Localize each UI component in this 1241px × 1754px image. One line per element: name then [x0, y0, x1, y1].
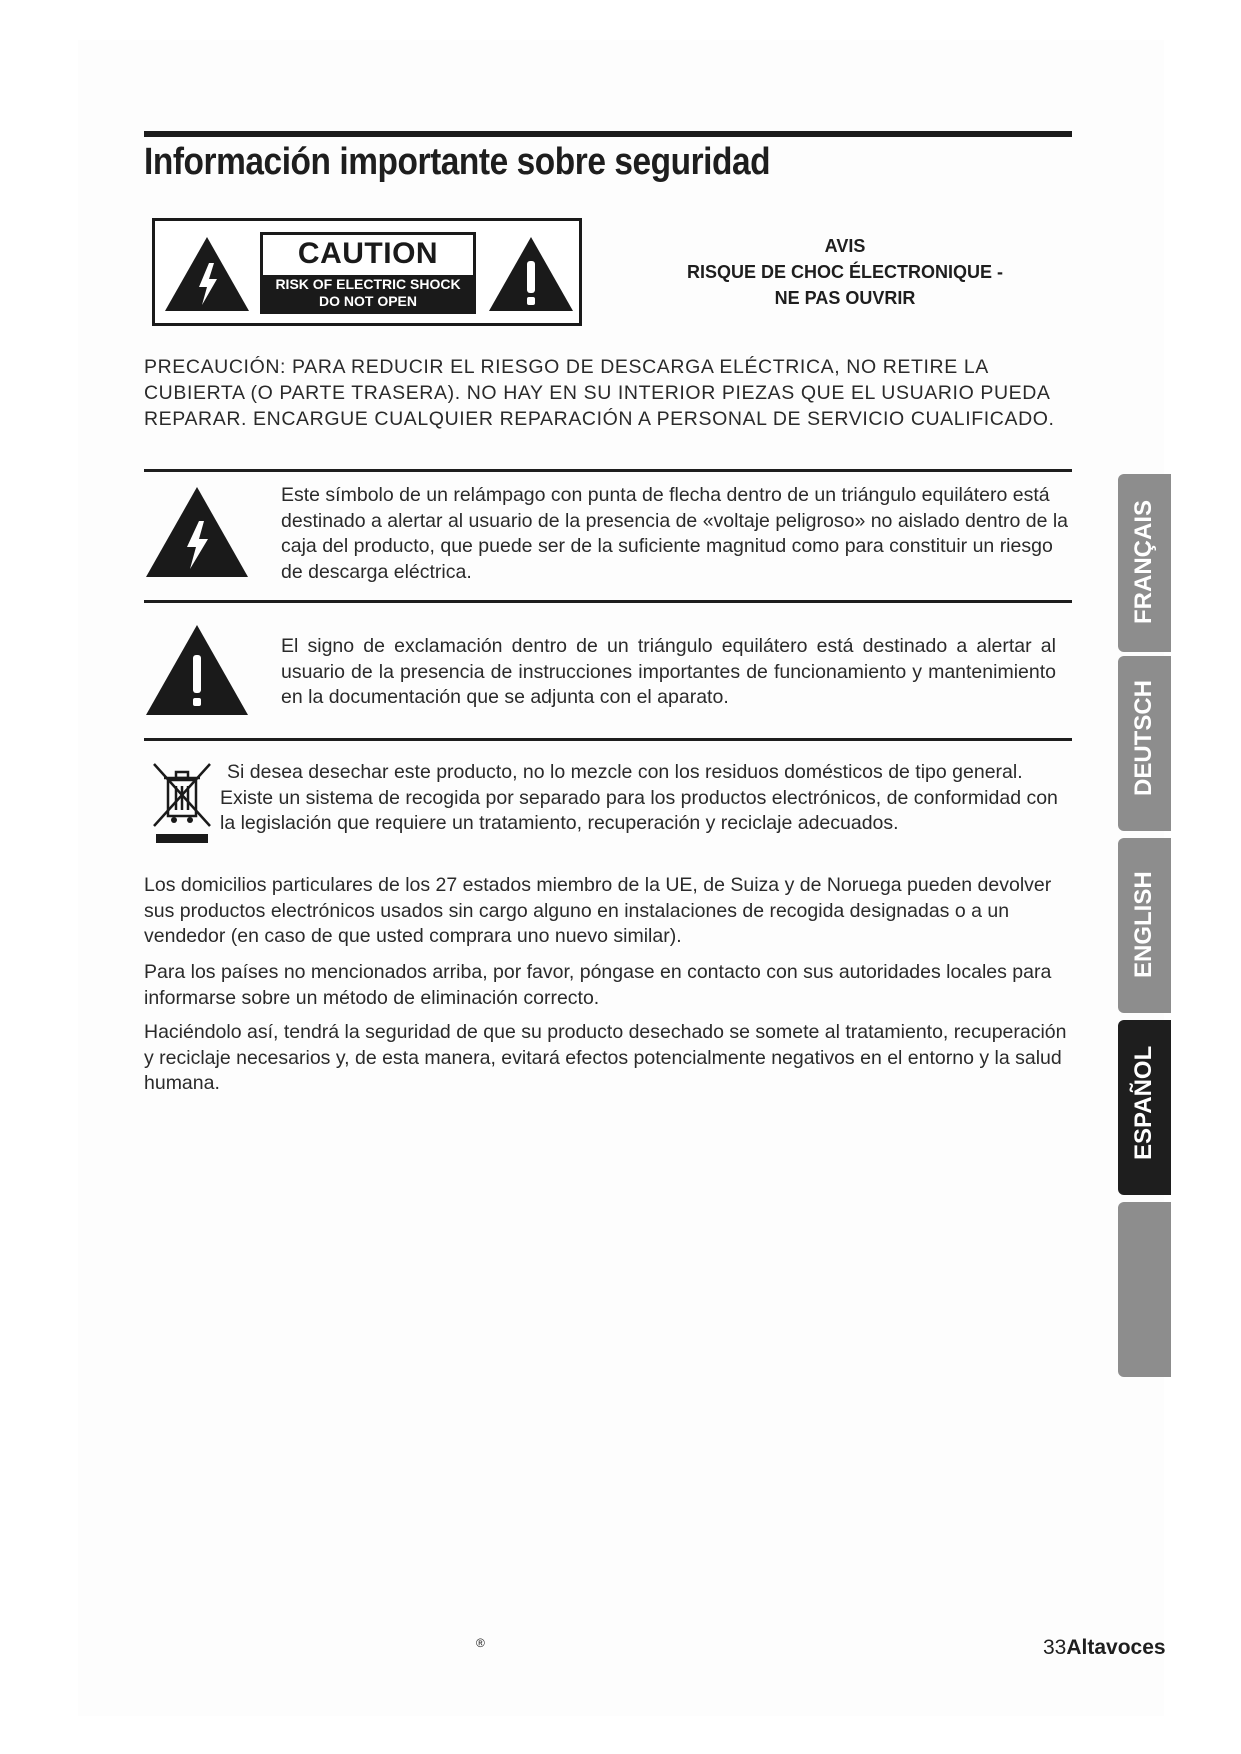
exclamation-symbol-icon [144, 623, 250, 717]
tab-english[interactable] [1118, 838, 1171, 1013]
exclamation-triangle-icon [487, 235, 575, 313]
page-number: 33 [1043, 1636, 1067, 1659]
tab-espanol-label: ESPAÑOL [1130, 1045, 1157, 1160]
tab-francais-label: FRANÇAIS [1130, 500, 1157, 624]
avis-line-3: NE PAS OUVRIR [774, 288, 916, 308]
tab-espanol[interactable] [1118, 1020, 1171, 1195]
tab-francais[interactable] [1118, 474, 1171, 652]
caution-line-2: DO NOT OPEN [318, 293, 417, 309]
tab-deutsch[interactable] [1118, 656, 1171, 831]
registered-mark: ® [476, 1636, 485, 1650]
page-footer [1043, 1636, 1166, 1660]
lightning-description: Este símbolo de un relámpago con punta de flecha dentro de un triángulo equilátero está destinado a alertar al usuario de la presencia de «voltaje peligroso» no aislado dentro de la caja del producto, que puede ser de la suficiente magnitud como para constituir un riesgo de descarga eléctrica. [281, 484, 1069, 583]
crossed-bin-icon [152, 762, 212, 848]
page-title: Información importante sobre seguridad [144, 141, 771, 183]
caution-label [260, 232, 476, 314]
section-rule-3 [144, 738, 1072, 741]
lightning-symbol-icon [144, 485, 250, 579]
precaution-text: PRECAUCIÓN: PARA REDUCIR EL RIESGO DE DESCARGA ELÉCTRICA, NO RETIRE LA CUBIERTA (O PARTE TRASERA). NO HAY EN SU INTERIOR PIEZAS QUE EL USUARIO PUEDA REPARAR. ENCARGUE CUALQUIER REPARACIÓN A PERSONAL DE SERVICIO CUALIFICADO. [144, 356, 1055, 430]
tab-deutsch-label: DEUTSCH [1130, 679, 1157, 796]
paragraph-other-countries: Para los países no mencionados arriba, por favor, póngase en contacto con sus autoridades locales para informarse sobre un método de eliminación correcto. [144, 961, 1052, 1009]
caution-word: CAUTION [297, 237, 439, 270]
section-rule-2 [144, 600, 1072, 603]
paragraph-recycling-benefits: Haciéndolo así, tendrá la seguridad de que su producto desechado se somete al tratamiento, recuperación y reciclaje necesarios y, de esta manera, evitará efectos potencialmente negativos en el entorno y la salud humana. [144, 1021, 1067, 1094]
avis-line-2: RISQUE DE CHOC ÉLECTRONIQUE - [686, 262, 1004, 282]
weee-description: Si desea desechar este producto, no lo mezcle con los residuos domésticos de tipo general. Existe un sistema de recogida por separado para los productos electrónicos, de conformidad con la legislación que requiere un tratamiento, recuperación y reciclaje adecuados. [220, 761, 1058, 834]
lightning-triangle-icon [163, 235, 251, 313]
avis-warning [660, 233, 1030, 311]
paragraph-collection-points: Los domicilios particulares de los 27 estados miembro de la UE, de Suiza y de Noruega pueden devolver sus productos electrónicos usados sin cargo alguno en instalaciones de recogida designadas o a un vendedor (en caso de que usted comprara uno nuevo similar). [144, 874, 1052, 947]
caution-label-box [152, 218, 582, 326]
tab-english-label: ENGLISH [1130, 871, 1157, 978]
footer-product-name: Altavoces [1066, 1636, 1166, 1659]
tab-blank[interactable] [1118, 1202, 1171, 1377]
caution-line-1: RISK OF ELECTRIC SHOCK [275, 276, 461, 292]
caution-subtitle [263, 275, 473, 311]
exclamation-description: El signo de exclamación dentro de un triángulo equilátero está destinado a alertar al usuario de la presencia de instrucciones importantes de funcionamiento y mantenimiento en la documentación que se adjunta con el aparato. [281, 635, 1056, 708]
title-rule [144, 131, 1072, 137]
avis-line-1: AVIS [824, 236, 866, 256]
section-rule-1 [144, 469, 1072, 472]
